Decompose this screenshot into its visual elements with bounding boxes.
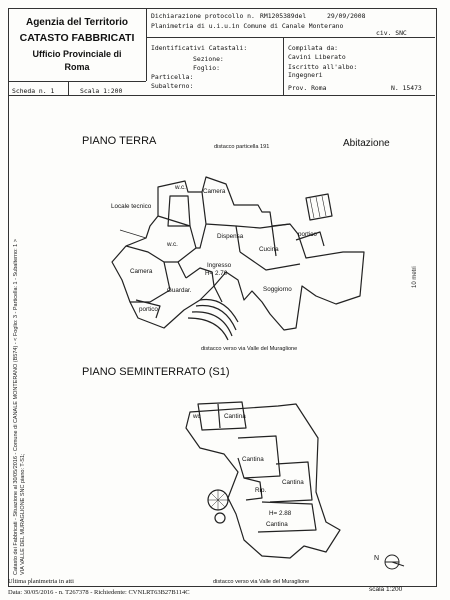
ground-floor-distacco-bottom: distacco verso via Valle del Muraglione xyxy=(201,346,298,352)
catasto-title: CATASTO FABBRICATI xyxy=(19,32,135,44)
footer-scale: scala 1:200 xyxy=(369,586,403,593)
ufficio-label: Ufficio Provinciale di xyxy=(32,49,122,59)
sezione-label: Sezione: xyxy=(193,55,224,63)
room-portico-2: portico xyxy=(139,306,158,313)
foglio-label: Foglio: xyxy=(193,64,220,72)
civico: civ. SNC xyxy=(376,29,407,37)
ultima-planimetria: Ultima planimetria in atti xyxy=(8,578,74,585)
particella-label: Particella: xyxy=(151,73,194,81)
ufficio-city: Roma xyxy=(64,62,90,72)
room-cantina-4: Cantina xyxy=(266,521,288,528)
prov-label: Prov. Roma xyxy=(288,84,327,92)
scheda-label: Scheda n. 1 xyxy=(12,87,55,95)
iscritto-label: Iscritto all'albo: xyxy=(288,63,358,71)
room-ingresso: Ingresso xyxy=(207,262,232,269)
subalterno-label: Subalterno: xyxy=(151,82,194,90)
prov-number: N. 15473 xyxy=(391,84,422,92)
compilata-name: Cavini Liberato xyxy=(288,53,346,61)
compilata-label: Compilata da: xyxy=(288,44,339,52)
room-basement-wc: wc xyxy=(193,413,201,420)
side-note-address: VIA VALLE DEL MURAGLIONE SNC piano: T-S1; xyxy=(20,453,26,575)
basement-title: PIANO SEMINTERRATO (S1) xyxy=(82,366,230,378)
north-arrow xyxy=(385,555,404,569)
basement-outline xyxy=(186,402,340,558)
room-portico-1: portico xyxy=(298,231,317,238)
side-note-catasto: Catasto dei Fabbricati - Situazione al 30/05/2016 - Comune di CANALE MONTERANO (B574) - < Foglio: 3 - Particella: 1 - Subalterno: 1 > xyxy=(13,239,19,575)
planimetria-label: Planimetria di u.i.u.in Comune di Canale Monterano xyxy=(151,22,344,30)
iscritto-value: Ingegneri xyxy=(288,71,323,79)
agency-name: Agenzia del Territorio xyxy=(25,17,129,28)
room-locale-tecnico: Locale tecnico xyxy=(111,203,152,210)
room-camera-1: Camera xyxy=(203,188,226,195)
room-wc-1: w.c. xyxy=(175,184,186,191)
room-camera-2: Camera xyxy=(130,268,153,275)
room-cantina-1: Cantina xyxy=(224,413,246,420)
footer-data-line: Data: 30/05/2016 - n. T267378 - Richiedente: CVNLRT63B27B114C xyxy=(8,589,190,596)
north-label: N xyxy=(374,555,380,562)
scale-bar-label: 10 metri xyxy=(412,266,418,288)
ground-floor-subtitle: Abitazione xyxy=(343,138,390,149)
dichiarazione-label: Dichiarazione protocollo n. xyxy=(151,12,255,20)
room-wc-2: w.c. xyxy=(167,241,178,248)
room-cucina: Cucina xyxy=(259,246,279,253)
cantina-height: H= 2.88 xyxy=(269,510,292,517)
ingresso-height: H= 2.70 xyxy=(205,270,228,277)
room-soggiorno: Soggiorno xyxy=(263,286,292,293)
basement-distacco-bottom: distacco verso via Valle del Muraglione xyxy=(213,579,310,585)
ground-floor-title: PIANO TERRA xyxy=(82,135,157,147)
room-cantina-3: Cantina xyxy=(282,479,304,486)
ground-floor-outline xyxy=(112,177,364,340)
room-ripostiglio: Rip. xyxy=(255,487,267,494)
ground-floor-distacco-top: distacco particella 191 xyxy=(214,144,270,150)
dichiarazione-date: 29/09/2008 xyxy=(327,12,366,20)
room-dispensa: Dispensa xyxy=(217,233,244,240)
room-guardaroba: Guardar. xyxy=(167,287,192,294)
dichiarazione-number: RM1205389del xyxy=(260,12,307,20)
room-cantina-2: Cantina xyxy=(242,456,264,463)
scala-label: Scala 1:200 xyxy=(80,87,123,95)
identificativi-label: Identificativi Catastali: xyxy=(151,44,248,52)
